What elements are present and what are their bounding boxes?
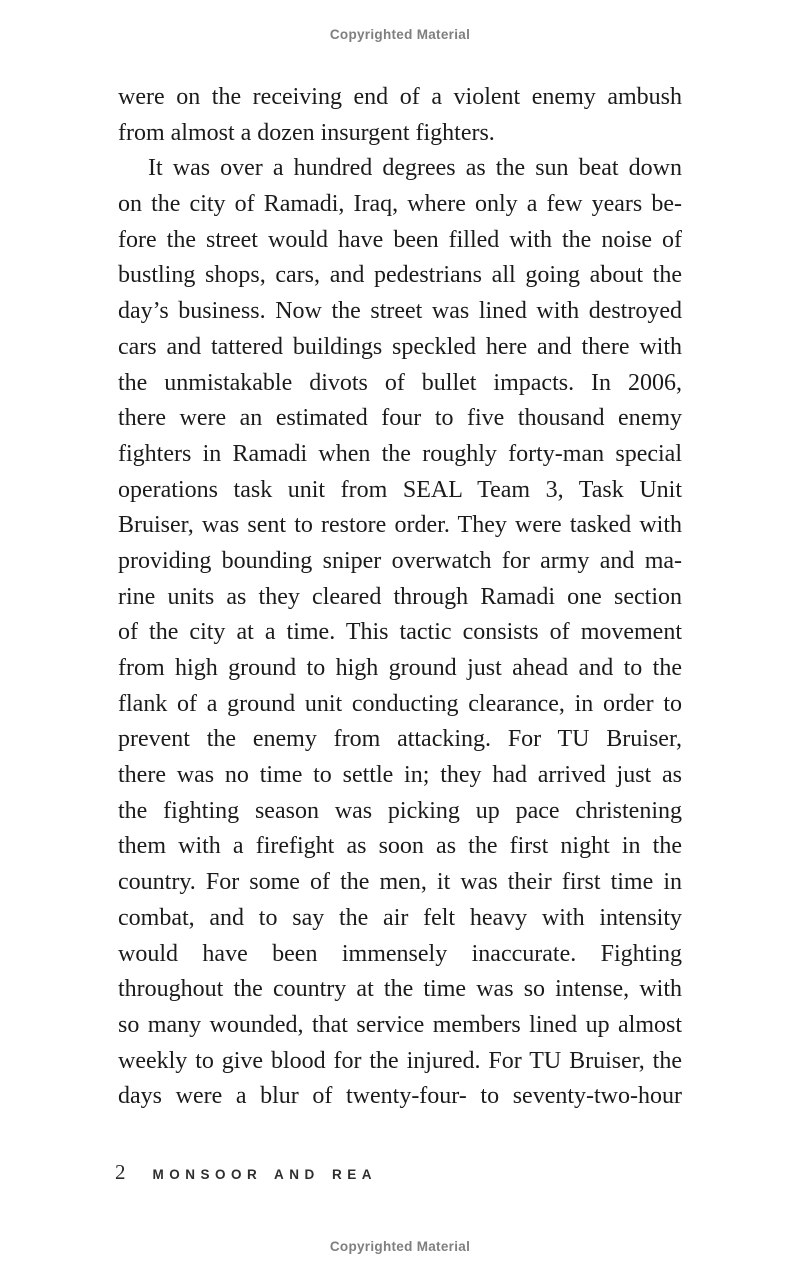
text-line: rine units as they cleared through Ramadi one section	[118, 583, 682, 610]
text-line: there was no time to settle in; they had arrived just as	[118, 762, 682, 789]
page-number: 2	[115, 1160, 126, 1184]
text-line: them with a firefight as soon as the first night in the	[118, 833, 682, 860]
page-body-text	[118, 80, 682, 1115]
text-line: prevent the enemy from attacking. For TU Bruiser,	[118, 726, 682, 753]
text-line: operations task unit from SEAL Team 3, Task Unit	[118, 476, 682, 503]
text-line: combat, and to say the air felt heavy with intensity	[118, 904, 682, 931]
text-line: there were an estimated four to five thousand enemy	[118, 405, 682, 432]
text-line: bustling shops, cars, and pedestrians all going about the	[118, 262, 682, 289]
text-line: the fighting season was picking up pace christening	[118, 797, 682, 824]
text-line: the unmistakable divots of bullet impacts. In 2006,	[118, 369, 682, 396]
running-footer-authors: MONSOOR AND REA	[152, 1167, 378, 1182]
text-line: throughout the country at the time was so intense, with	[118, 976, 682, 1003]
text-line: fore the street would have been filled with the noise of	[118, 226, 682, 253]
copyright-notice-bottom: Copyrighted Material	[329, 1239, 471, 1254]
text-line: from almost a dozen insurgent fighters.	[118, 119, 495, 146]
text-line: of the city at a time. This tactic consists of movement	[118, 619, 682, 646]
text-line: providing bounding sniper overwatch for army and ma-	[118, 547, 682, 574]
text-line: so many wounded, that service members lined up almost	[118, 1011, 682, 1038]
text-line: day’s business. Now the street was lined with destroyed	[118, 298, 682, 325]
text-line: fighters in Ramadi when the roughly forty-man special	[118, 440, 682, 467]
text-line: It was over a hundred degrees as the sun beat down	[148, 155, 682, 182]
text-line: on the city of Ramadi, Iraq, where only a few years be-	[118, 191, 682, 218]
text-line: would have been immensely inaccurate. Fighting	[118, 940, 682, 967]
text-line: weekly to give blood for the injured. For TU Bruiser, the	[118, 1047, 682, 1074]
text-line: flank of a ground unit conducting clearance, in order to	[118, 690, 682, 717]
text-line: days were a blur of twenty-four- to seventy-two-hour	[118, 1083, 682, 1110]
text-line: from high ground to high ground just ahead and to the	[118, 655, 682, 681]
text-line: Bruiser, was sent to restore order. They were tasked with	[118, 512, 682, 539]
text-line: cars and tattered buildings speckled here and there with	[118, 333, 682, 360]
text-line: were on the receiving end of a violent enemy ambush	[118, 84, 682, 110]
copyright-notice-top: Copyrighted Material	[329, 27, 471, 42]
page-footer	[115, 1160, 377, 1185]
text-line: country. For some of the men, it was their first time in	[118, 869, 682, 896]
